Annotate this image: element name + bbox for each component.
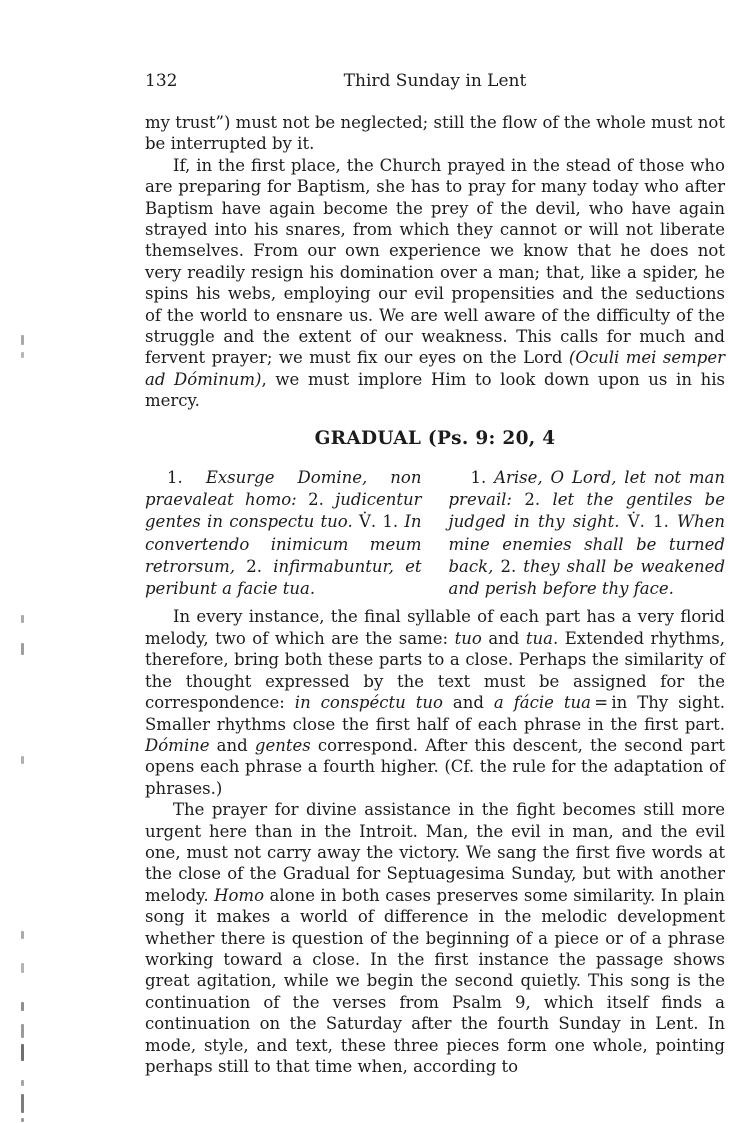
- text-run: and: [442, 693, 494, 713]
- text-run: If, in the first place, the Church prayed in the stead of those who are preparing for Baptism, she has to pray for many today who after Baptism have again become the prey of the devil, who have again strayed into his snares, from which they cannot or will not liberate themselves. From our own experience we know that he does not very readily resign his domination over a man; that, like a spider, he spins his webs, employing our evil propensities and the seductions of the world to ensnare us. We are well aware of the difficulty of the struggle and the extent of our weakness. This calls for much and fervent prayer; we must fix our eyes on the Lord: [145, 155, 725, 368]
- text-run: In every instance, the final syllable of each part has a very florid melody, two of which are the same:: [145, 607, 725, 648]
- italic-text-run: Arise, O Lord, let not man prevail:: [448, 467, 725, 509]
- italic-text-run: Exsurge Domine, non praevaleat homo:: [145, 467, 422, 509]
- text-run: 2.: [512, 489, 553, 509]
- italic-text-run: in conspéctu tuo: [294, 693, 443, 713]
- section-heading: GRADUAL (Ps. 9: 20, 4: [314, 427, 556, 449]
- text-run: 2.: [296, 489, 336, 509]
- paragraph: [145, 467, 422, 601]
- margin-mark: [21, 615, 24, 623]
- margin-mark: [21, 756, 24, 764]
- text-run: , we must implore Him to look down upon us in his mercy.: [145, 369, 725, 411]
- text-run: correspond. After this descent, the second part opens each phrase a fourth higher. (Cf. the rule for the adaptation of phrases.): [145, 735, 725, 798]
- running-header: [145, 70, 725, 92]
- page-content: [145, 70, 725, 1077]
- paragraph: [449, 467, 726, 601]
- text-run: . Extended rhythms, therefore, bring both these parts to a close. Perhaps the similarity of the thought expressed by the text must be assigned for the correspondence:: [145, 628, 725, 713]
- paragraph: [145, 606, 725, 799]
- margin-mark: [21, 335, 24, 345]
- intro-paragraphs: [145, 112, 725, 412]
- text-run: my trust”) must not be neglected; still the flow of the whole must not be interrupted by it.: [145, 113, 725, 154]
- italic-text-run: they shall be weakened and perish before thy face.: [448, 556, 726, 599]
- gradual-latin-column: [145, 467, 422, 601]
- paragraph: [145, 112, 725, 155]
- text-run: V̇. 1.: [619, 512, 678, 532]
- margin-mark: [21, 1080, 24, 1086]
- italic-text-run: infirmabuntur, et peribunt a facie tua.: [145, 556, 422, 599]
- text-run: alone in both cases preserves some similarity. In plain song it makes a world of difference in the melodic development whether there is question of the beginning of a piece or of a phrase working toward a close. In the first instance the passage shows great agitation, while we begin the second quietly. This song is the continuation of the verses from Psalm 9, which itself finds a continuation on the Saturday after the fourth Sunday in Lent. In mode, style, and text, these three pieces form one whole, pointing perhaps still to that time when, according to: [145, 885, 725, 1076]
- paragraph: [145, 155, 725, 412]
- italic-text-run: a fácie tua: [493, 693, 591, 713]
- margin-mark: [21, 931, 24, 939]
- italic-text-run: judicentur gentes in conspectu tuo.: [145, 489, 422, 532]
- margin-mark: [21, 1044, 24, 1061]
- gradual-columns: [145, 467, 725, 601]
- text-run: and: [209, 735, 255, 755]
- margin-mark: [21, 352, 24, 358]
- italic-text-run: (Oculi mei semper ad Dóminum): [145, 348, 725, 389]
- margin-mark: [21, 963, 24, 973]
- margin-mark: [21, 1002, 24, 1011]
- margin-mark: [21, 1094, 24, 1113]
- text-run: = in Thy sight. Smaller rhythms close the first half of each phrase in the first part.: [145, 693, 725, 734]
- italic-text-run: tuo: [454, 628, 482, 648]
- italic-text-run: let the gentiles be judged in thy sight.: [448, 489, 725, 532]
- text-run: V̇. 1.: [352, 512, 405, 532]
- text-run: 1.: [470, 467, 495, 487]
- italic-text-run: gentes: [254, 735, 311, 755]
- running-title: Third Sunday in Lent: [343, 71, 527, 91]
- paragraph: [145, 799, 725, 1077]
- italic-text-run: When mine enemies shall be turned back,: [448, 512, 725, 576]
- margin-mark: [21, 643, 24, 655]
- italic-text-run: In convertendo inimicum meum retrorsum,: [145, 512, 422, 576]
- page-number: 132: [145, 71, 178, 91]
- gradual-english-column: [449, 467, 726, 601]
- margin-mark: [21, 1024, 24, 1038]
- text-run: The prayer for divine assistance in the fight becomes still more urgent here than in the Introit. Man, the evil in man, and the evil one, must not carry away the victory. We sang the first five words at the close of the Gradual for Septuagesima Sunday, but with another melody.: [145, 800, 725, 905]
- text-run: and: [481, 628, 526, 648]
- text-run: 2.: [234, 556, 274, 576]
- body-text: [145, 112, 725, 1077]
- commentary-paragraphs: [145, 606, 725, 1077]
- italic-text-run: Homo: [214, 885, 264, 905]
- italic-text-run: tua: [525, 628, 553, 648]
- margin-mark: [21, 1118, 24, 1122]
- text-run: 2.: [493, 556, 524, 576]
- text-run: 1.: [167, 467, 206, 487]
- italic-text-run: Dómine: [145, 735, 210, 755]
